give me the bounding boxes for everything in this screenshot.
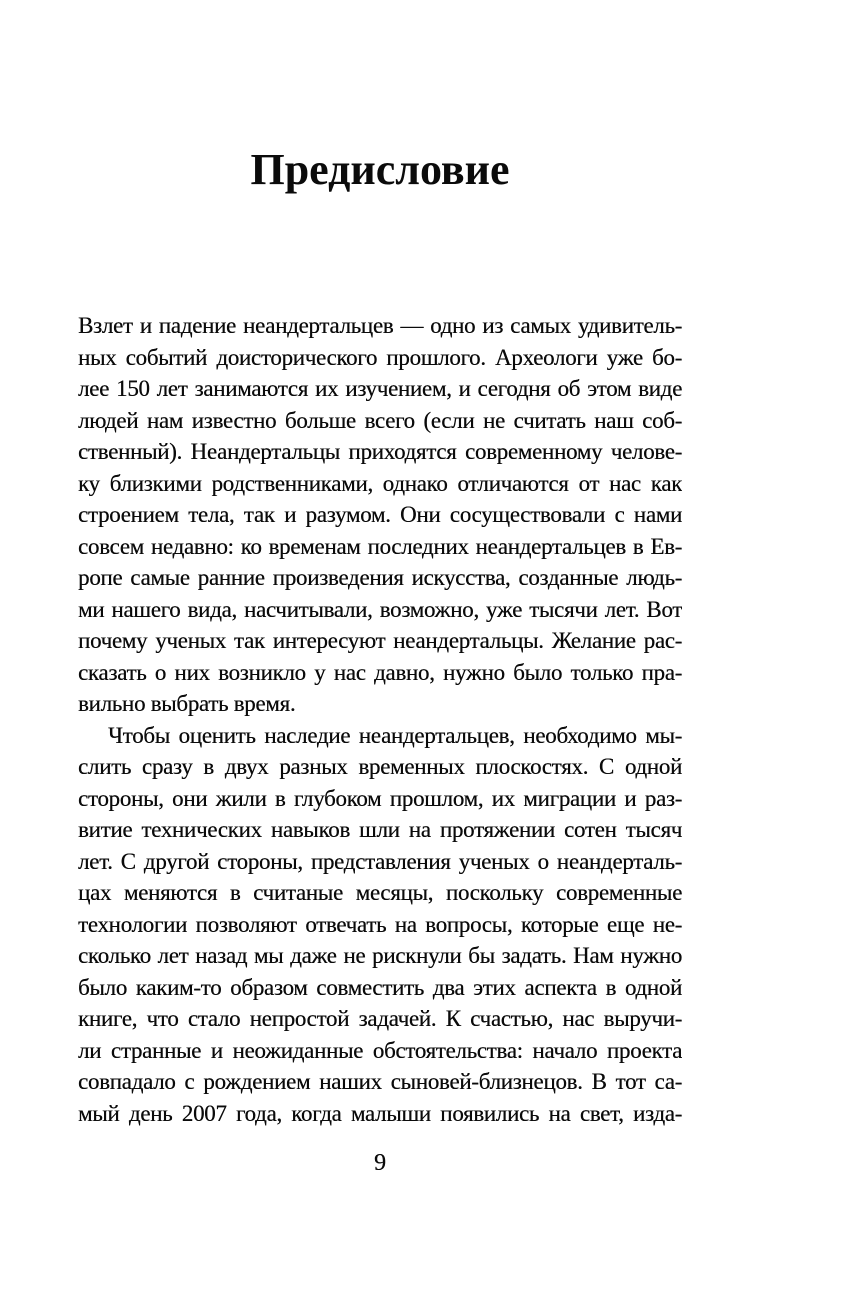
text-line: строением тела, так и разумом. Они сосуществовали с нами — [78, 502, 682, 527]
text-column — [78, 0, 682, 1129]
text-line: ми нашего вида, насчитывали, возможно, уже тысячи лет. Вот — [78, 596, 682, 622]
chapter-title: Предисловие — [250, 145, 510, 194]
text-line: витие технических навыков шли на протяжении сотен тысяч — [78, 817, 682, 842]
text-line: Взлет и падение неандертальцев — одно из самых удивитель- — [78, 313, 682, 338]
text-line: цах меняются в считаные месяцы, поскольку современные — [78, 880, 682, 905]
paragraph — [78, 720, 682, 1130]
text-line: совпадало с рождением наших сыновей-близнецов. В тот са- — [78, 1069, 682, 1094]
text-line: людей нам известно больше всего (если не считать наш соб- — [78, 407, 682, 433]
text-line: книге, что стало непростой задачей. К счастью, нас выручи- — [78, 1006, 682, 1031]
text-line: лет. С другой стороны, представления ученых о неандерталь- — [78, 848, 682, 874]
text-line: было каким-то образом совместить два этих аспекта в одной — [78, 974, 682, 1000]
paragraph — [78, 310, 682, 720]
text-line: стороны, они жили в глубоком прошлом, их миграции и раз- — [78, 785, 682, 811]
text-line: совсем недавно: ко временам последних неандертальцев в Ев- — [78, 533, 682, 559]
body-text — [78, 310, 682, 1129]
text-line: сколько лет назад мы даже не рискнули бы задать. Нам нужно — [78, 943, 682, 968]
text-line: технологии позволяют отвечать на вопросы, которые еще не- — [78, 911, 682, 937]
text-line: ственный). Неандертальцы приходятся современному челове- — [78, 439, 682, 464]
text-line: ропе самые ранние произведения искусства, созданные людь- — [78, 565, 682, 590]
text-line: ных событий доисторического прошлого. Археологи уже бо- — [78, 344, 682, 370]
text-line: сказать о них возникло у нас давно, нужно было только пра- — [78, 659, 682, 685]
text-line: Чтобы оценить наследие неандертальцев, необходимо мы- — [108, 722, 682, 748]
text-line: ли странные и неожиданные обстоятельства: начало проекта — [78, 1037, 682, 1063]
text-line: лее 150 лет занимаются их изучением, и сегодня об этом виде — [78, 376, 682, 401]
text-line: мый день 2007 года, когда малыши появились на свет, изда- — [78, 1100, 682, 1126]
text-line: вильно выбрать время. — [78, 691, 296, 716]
page-number: 9 — [374, 1150, 386, 1176]
text-line: ку близкими родственниками, однако отличаются от нас как — [78, 470, 682, 496]
text-line: почему ученых так интересуют неандертальцы. Желание рас- — [78, 628, 682, 653]
text-line: слить сразу в двух разных временных плоскостях. С одной — [78, 754, 682, 779]
